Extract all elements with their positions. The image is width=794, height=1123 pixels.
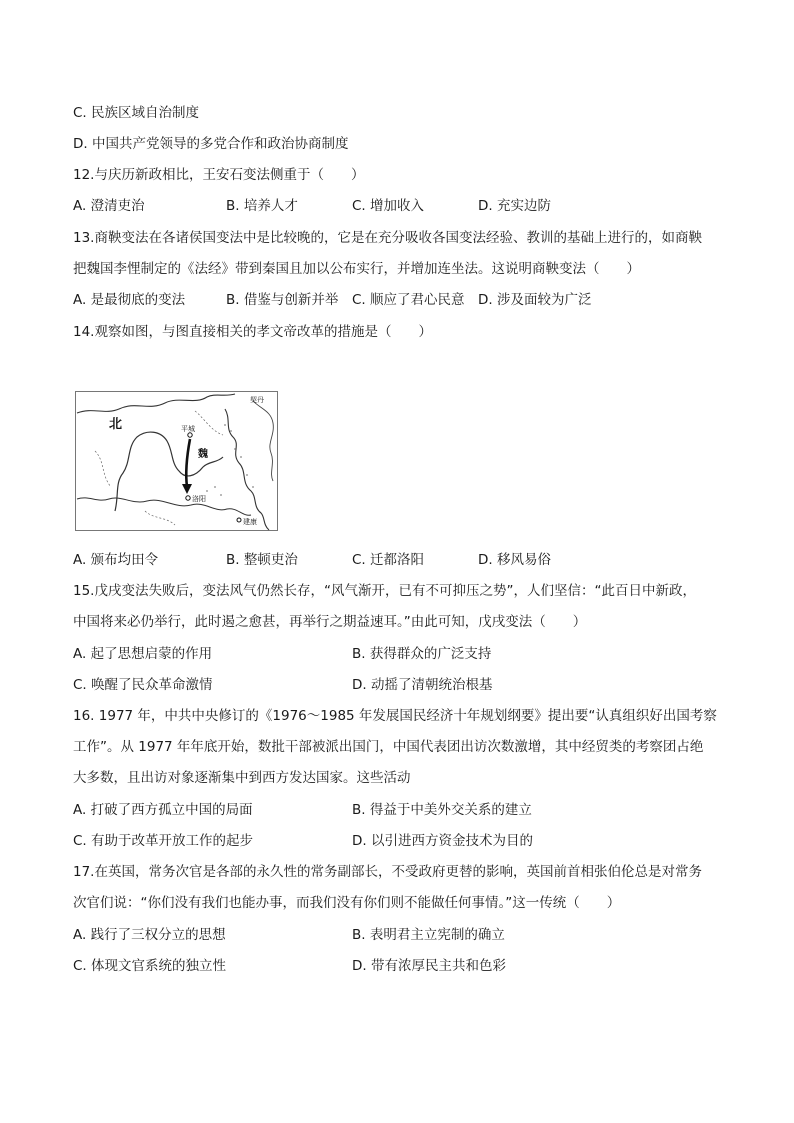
q16-stem-line2: 工作”。从 1977 年年底开始，数批干部被派出国门，中国代表团出访次数激增，其中经贸类的考察团占绝	[73, 739, 704, 755]
map-label-jiankang: 建康	[243, 518, 257, 526]
q17-options-row2	[73, 957, 733, 975]
q13-options	[73, 291, 733, 309]
map-frame	[76, 392, 278, 531]
q16-option-a: A. 打破了西方孤立中国的局面	[73, 802, 253, 818]
q13-option-b: B. 借鉴与创新并举	[226, 292, 339, 308]
q16-option-c: C. 有助于改革开放工作的起步	[73, 833, 254, 849]
q17-options-row1	[73, 926, 733, 944]
map-label-pingcheng: 平城	[181, 425, 195, 433]
q14-stem: 14.观察如图，与图直接相关的孝文帝改革的措施是（ ）	[73, 324, 432, 340]
map-label-luoyang: 洛阳	[192, 495, 206, 503]
q15-stem-line1: 15.戊戌变法失败后，变法风气仍然长存，“风气渐开，已有不可抑压之势”，人们坚信：“此百日中新政，	[73, 583, 696, 599]
q14-option-b: B. 整顿吏治	[226, 552, 298, 568]
q17-stem-line1: 17.在英国，常务次官是各部的永久性的常务副部长，不受政府更替的影响，英国前首相张伯伦总是对常务	[73, 864, 702, 880]
q16-stem-line3: 大多数，且出访对象逐渐集中到西方发达国家。这些活动	[73, 770, 411, 786]
q13-option-d: D. 涉及面较为广泛	[478, 292, 592, 308]
q17-stem-line2: 次官们说：“你们没有我们也能办事，而我们没有你们则不能做任何事情。”这一传统（ ）	[73, 895, 621, 911]
q15-options-row2	[73, 676, 733, 694]
q12-option-d: D. 充实边防	[478, 198, 551, 214]
pingcheng-marker	[188, 433, 192, 437]
q15-stem-line2: 中国将来必仍举行，此时遏之愈甚，再举行之期益速耳。”由此可知，戊戌变法（ ）	[73, 614, 587, 630]
relocation-map	[75, 391, 278, 531]
q16-option-b: B. 得益于中美外交关系的建立	[352, 802, 532, 818]
q13-option-a: A. 是最彻底的变法	[73, 292, 186, 308]
q17-option-b: B. 表明君主立宪制的确立	[352, 927, 505, 943]
q15-options-row1	[73, 645, 733, 663]
q15-option-a: A. 起了思想启蒙的作用	[73, 646, 213, 662]
q16-option-d: D. 以引进西方资金技术为目的	[352, 833, 533, 849]
q16-options-row2	[73, 832, 733, 850]
q12-options	[73, 197, 733, 215]
q14-options	[73, 551, 733, 569]
q13-stem-line1: 13.商鞅变法在各诸侯国变法中是比较晚的，它是在充分吸收各国变法经验、教训的基础上进行的，如商鞅	[73, 230, 702, 246]
q15-option-b: B. 获得群众的广泛支持	[352, 646, 492, 662]
map-label-north: 北	[109, 417, 123, 432]
q12-option-b: B. 培养人才	[226, 198, 298, 214]
q17-option-c: C. 体现文官系统的独立性	[73, 958, 227, 974]
q15-option-c: C. 唤醒了民众革命激情	[73, 677, 213, 693]
luoyang-marker	[186, 496, 190, 500]
jiankang-marker	[237, 518, 241, 522]
q14-option-c: C. 迁都洛阳	[352, 552, 425, 568]
q17-option-a: A. 践行了三权分立的思想	[73, 927, 226, 943]
q14-option-a: A. 颁布均田令	[73, 552, 159, 568]
q12-option-a: A. 澄清吏治	[73, 198, 145, 214]
q14-option-d: D. 移风易俗	[478, 552, 551, 568]
q13-option-c: C. 顺应了君心民意	[352, 292, 465, 308]
map-label-qidan: 契丹	[250, 396, 264, 404]
map-label-wei: 魏	[198, 449, 208, 460]
q16-options-row1	[73, 801, 733, 819]
q13-stem-line2: 把魏国李悝制定的《法经》带到秦国且加以公布实行，并增加连坐法。这说明商鞅变法（ ）	[73, 261, 640, 277]
q12-option-c: C. 增加收入	[352, 198, 425, 214]
q15-option-d: D. 动摇了清朝统治根基	[352, 677, 493, 693]
q11-option-c: C. 民族区域自治制度	[73, 105, 200, 121]
q16-stem-line1: 16. 1977 年，中共中央修订的《1976～1985 年发展国民经济十年规划纲要》提出要“认真组织好出国考察	[73, 708, 717, 724]
q11-option-d: D. 中国共产党领导的多党合作和政治协商制度	[73, 136, 349, 152]
q12-stem: 12.与庆历新政相比，王安石变法侧重于（ ）	[73, 167, 365, 183]
q17-option-d: D. 带有浓厚民主共和色彩	[352, 958, 506, 974]
